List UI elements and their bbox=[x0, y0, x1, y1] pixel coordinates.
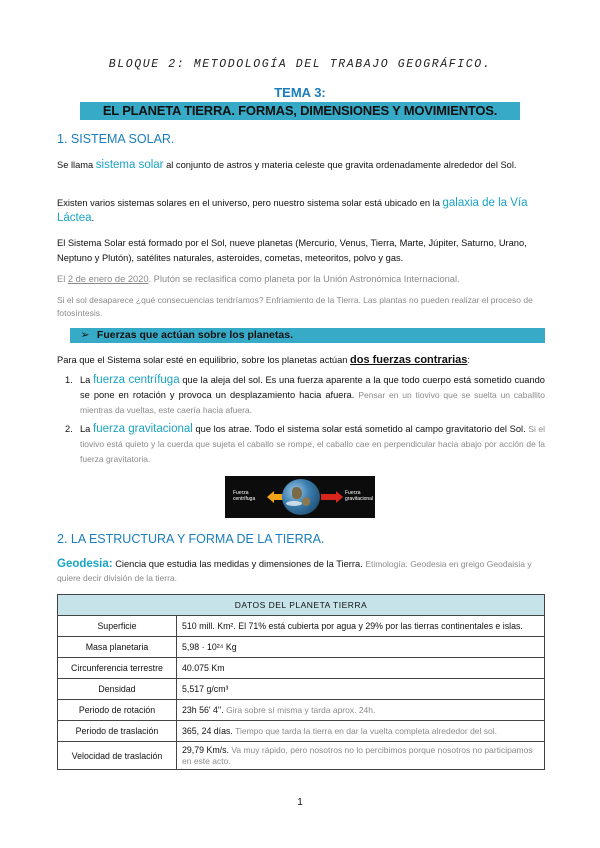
list-item bbox=[65, 373, 545, 418]
table-row bbox=[58, 679, 545, 700]
list-item-body bbox=[80, 422, 545, 467]
row-label: Masa planetaria bbox=[58, 637, 177, 658]
table-row bbox=[58, 637, 545, 658]
note: Gira sobre sí misma y tarda aprox. 24h. bbox=[223, 705, 376, 715]
geodesia-term: Geodesia: bbox=[57, 558, 113, 570]
highlight-term: galaxia de la Vía Láctea bbox=[57, 197, 528, 224]
tema-title: EL PLANETA TIERRA. FORMAS, DIMENSIONES Y MOVIMIENTOS. bbox=[80, 102, 520, 120]
text: Se llama bbox=[57, 160, 96, 170]
note: Va muy rápido, pero nosotros no lo percibimos porque nosotros no participamos en este acto. bbox=[182, 744, 533, 766]
tema-number: TEMA 3: bbox=[274, 85, 326, 100]
section-1-title: 1. SISTEMA SOLAR. bbox=[57, 132, 175, 146]
paragraph-composicion: El Sistema Solar está formado por el Sol, nueve planetas (Mercurio, Venus, Tierra, Marte, Júpiter, Saturno, Urano, Neptuno y Plutón), satélites naturales, asteroides, cometas, meteoritos, polvo y gas. bbox=[57, 238, 527, 263]
highlight-term: sistema solar bbox=[95, 159, 164, 171]
paragraph-pluton bbox=[57, 272, 545, 287]
table-row bbox=[58, 658, 545, 679]
fuerzas-figure bbox=[225, 476, 375, 518]
text: : bbox=[467, 355, 470, 365]
page-number: 1 bbox=[297, 797, 303, 808]
row-value bbox=[177, 658, 545, 679]
note: Tiempo que tarda la tierra en dar la vuelta completa alrededor del sol. bbox=[232, 726, 497, 736]
paragraph-equilibrio bbox=[57, 353, 545, 368]
list-item-body bbox=[80, 373, 545, 418]
row-label: Superficie bbox=[58, 616, 177, 637]
figure-right-label: Fuerza gravitacional bbox=[345, 490, 374, 502]
earth-image bbox=[282, 479, 320, 515]
value: 5,517 g/cm³ bbox=[182, 684, 229, 694]
paragraph-galaxia bbox=[57, 196, 545, 226]
value: 40.075 Km bbox=[182, 663, 225, 673]
figure-left-label: Fuerza centrífuga bbox=[233, 490, 256, 502]
row-label: Densidad bbox=[58, 679, 177, 700]
fuerzas-title: Fuerzas que actúan sobre los planetas. bbox=[96, 329, 293, 341]
row-label: Periodo de traslación bbox=[58, 721, 177, 742]
row-value bbox=[177, 742, 545, 770]
section-2-title: 2. LA ESTRUCTURA Y FORMA DE LA TIERRA. bbox=[57, 532, 325, 546]
table-row bbox=[58, 721, 545, 742]
highlight-term: fuerza centrífuga bbox=[93, 374, 180, 386]
text: Existen varios sistemas solares en el universo, pero nuestro sistema solar está ubicado en la bbox=[57, 198, 443, 208]
dos-fuerzas-contrarias: dos fuerzas contrarias bbox=[350, 354, 468, 366]
row-value bbox=[177, 637, 545, 658]
value: 510 mill. Km². El 71% está cubierta por agua y 29% por las tierras continentales e islas. bbox=[182, 621, 523, 631]
table-row bbox=[58, 616, 545, 637]
row-label: Circunferencia terrestre bbox=[58, 658, 177, 679]
row-value bbox=[177, 721, 545, 742]
text: . Plutón se reclasifica como planeta por la Unión Astronómica Internacional. bbox=[148, 274, 460, 284]
bloque-heading: BLOQUE 2: METODOLOGÍA DEL TRABAJO GEOGRÁFICO. bbox=[108, 58, 492, 71]
fuerzas-subheading bbox=[70, 328, 545, 343]
row-label: Periodo de rotación bbox=[58, 700, 177, 721]
row-label: Velocidad de traslación bbox=[58, 742, 177, 770]
text: El bbox=[57, 274, 68, 284]
table-row bbox=[58, 700, 545, 721]
row-value bbox=[177, 700, 545, 721]
text: . bbox=[91, 213, 95, 223]
row-value bbox=[177, 679, 545, 700]
date-link[interactable]: 2 de enero de 2020 bbox=[67, 274, 149, 284]
text: Para que el Sistema solar esté en equilibrio, sobre los planetas actúan bbox=[57, 355, 351, 365]
list-item bbox=[65, 422, 545, 467]
value: 29,79 Km/s. bbox=[182, 744, 229, 755]
list-number: 1. bbox=[65, 375, 73, 385]
text: La bbox=[80, 424, 94, 434]
arrow-bullet-icon: ➢ bbox=[80, 329, 90, 341]
arrow-right-icon bbox=[321, 491, 343, 503]
text: Ciencia que estudia las medidas y dimensiones de la Tierra. bbox=[112, 559, 366, 569]
paragraph-geodesia bbox=[57, 557, 545, 585]
arrow-left-icon bbox=[267, 491, 283, 503]
paragraph-sistema-solar bbox=[57, 158, 545, 173]
table-row bbox=[58, 742, 545, 770]
row-value bbox=[177, 616, 545, 637]
datos-tierra-table bbox=[57, 594, 545, 770]
paragraph-sol-desaparece: Si el sol desaparece ¿qué consecuencias tendríamos? Enfriamiento de la Tierra. Las plantas no pueden realizar el proceso de fotosíntesis. bbox=[57, 295, 533, 318]
note: Pensar en un tiovivo que se suelta un caballito mientras da vueltas, este caería hacia afuera. bbox=[80, 390, 545, 415]
text: que la aleja del sol. Es una fuerza aparente a la que todo cuerpo está sometido cuando se pone en rotación y provoca un desplazamiento hacia afuera. bbox=[80, 375, 545, 400]
value: 23h 56' 4''. bbox=[182, 705, 224, 715]
note: Si el tiovivo está quieto y la cuerda que sujeta el caballo se rompe, el caballo cae en perpendicular hacia abajo por acción de la fuerza gravitatoria. bbox=[80, 424, 545, 464]
text: al conjunto de astros y materia celeste que gravita ordenadamente alrededor del Sol. bbox=[163, 160, 517, 170]
list-number: 2. bbox=[65, 424, 73, 434]
table-title: DATOS DEL PLANETA TIERRA bbox=[58, 595, 545, 616]
value: 5,98 · 10²⁴ Kg bbox=[182, 642, 237, 652]
value: 365, 24 días. bbox=[182, 726, 233, 736]
text: La bbox=[80, 375, 94, 385]
text: que los atrae. Todo el sistema solar está sometido al campo gravitatorio del Sol. bbox=[192, 424, 529, 434]
note: Etimología: Geodesia en greigo Geodaisia y quiere decir división de la tierra. bbox=[57, 559, 532, 583]
highlight-term: fuerza gravitacional bbox=[93, 423, 193, 435]
